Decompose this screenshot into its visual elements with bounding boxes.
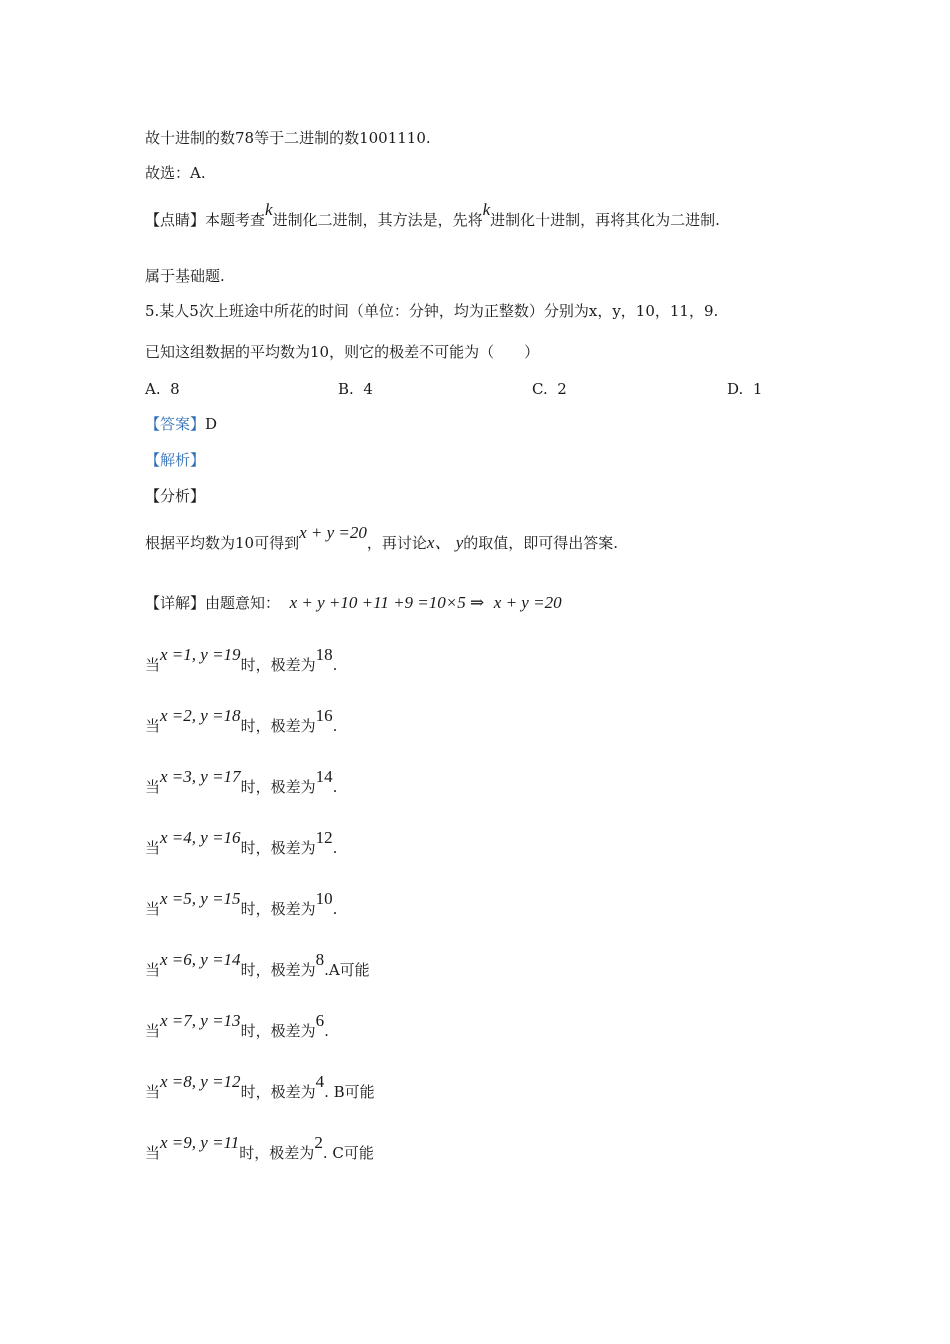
- detail-equation-2: x + y =20: [493, 593, 562, 612]
- analysis-tag: 【解析】: [145, 451, 206, 469]
- case-line: 当x =9, y =11时，极差为2. C可能: [145, 1133, 374, 1162]
- case-xy: x =6, y =14: [160, 950, 241, 969]
- case-xy: x =9, y =11: [160, 1133, 240, 1152]
- case-xy: x =5, y =15: [160, 889, 241, 908]
- choice-line: 故选：A.: [145, 164, 206, 182]
- question-5-line2: 已知这组数据的平均数为10，则它的极差不可能为（ ）: [145, 343, 540, 361]
- fenxi-line: 根据平均数为10可得到x + y =20，再讨论x、 y的取值，即可得出答案.: [145, 523, 619, 552]
- case-line: 当x =3, y =17时，极差为14.: [145, 767, 338, 796]
- case-xy: x =2, y =18: [160, 706, 241, 725]
- case-range: 10: [315, 889, 333, 908]
- case-xy: x =8, y =12: [160, 1072, 241, 1091]
- case-line: 当x =7, y =13时，极差为6.: [145, 1011, 329, 1040]
- option-b: B. 4: [338, 380, 373, 398]
- case-range: 2: [314, 1133, 323, 1152]
- case-line: 当x =6, y =14时，极差为8.A可能: [145, 950, 370, 979]
- option-a: A. 8: [145, 380, 180, 398]
- case-range: 12: [315, 828, 333, 847]
- dianjing-tag: 【点睛】: [145, 211, 206, 229]
- answer-line: [145, 414, 217, 434]
- dianjing-line: 【点睛】本题考查k进制化二进制，其方法是，先将k进制化十进制，再将其化为二进制.: [145, 200, 720, 229]
- case-range: 14: [315, 767, 333, 786]
- conclusion-line: 故十进制的数78等于二进制的数1001110.: [145, 129, 431, 147]
- case-line: 当x =8, y =12时，极差为4. B可能: [145, 1072, 375, 1101]
- detail-line: 【详解】由题意知： x + y +10 +11 +9 =10×5 ⇒ x + y =20: [145, 593, 562, 612]
- case-range: 4: [315, 1072, 325, 1091]
- basic-note: 属于基础题.: [145, 267, 225, 285]
- case-line: 当x =2, y =18时，极差为16.: [145, 706, 338, 735]
- case-line: 当x =5, y =15时，极差为10.: [145, 889, 338, 918]
- case-range: 8: [315, 950, 325, 969]
- case-xy: x =7, y =13: [160, 1011, 241, 1030]
- fenxi-vars: x、 y: [426, 533, 464, 552]
- detail-tag: 【详解】: [145, 594, 206, 612]
- fenxi-tag: 【分析】: [145, 487, 206, 505]
- fenxi-equation: x + y =20: [299, 523, 367, 542]
- detail-equation-1: x + y +10 +11 +9 =10×5 ⇒: [289, 593, 485, 612]
- k-var: k: [265, 200, 273, 219]
- option-c: C. 2: [532, 380, 567, 398]
- case-line: 当x =4, y =16时，极差为12.: [145, 828, 338, 857]
- case-xy: x =1, y =19: [160, 645, 241, 664]
- case-xy: x =3, y =17: [160, 767, 241, 786]
- k-var-2: k: [482, 200, 491, 219]
- answer-tag: 【答案】: [145, 415, 206, 433]
- case-xy: x =4, y =16: [160, 828, 241, 847]
- question-5-line1: 5.某人5次上班途中所花的时间（单位：分钟，均为正整数）分别为x，y，10，11，9.: [145, 302, 719, 320]
- option-d: D. 1: [727, 380, 763, 398]
- case-line: 当x =1, y =19时，极差为18.: [145, 645, 338, 674]
- case-range: 6: [315, 1011, 325, 1030]
- case-range: 16: [315, 706, 333, 725]
- case-range: 18: [315, 645, 333, 664]
- answer-value: D: [205, 415, 218, 433]
